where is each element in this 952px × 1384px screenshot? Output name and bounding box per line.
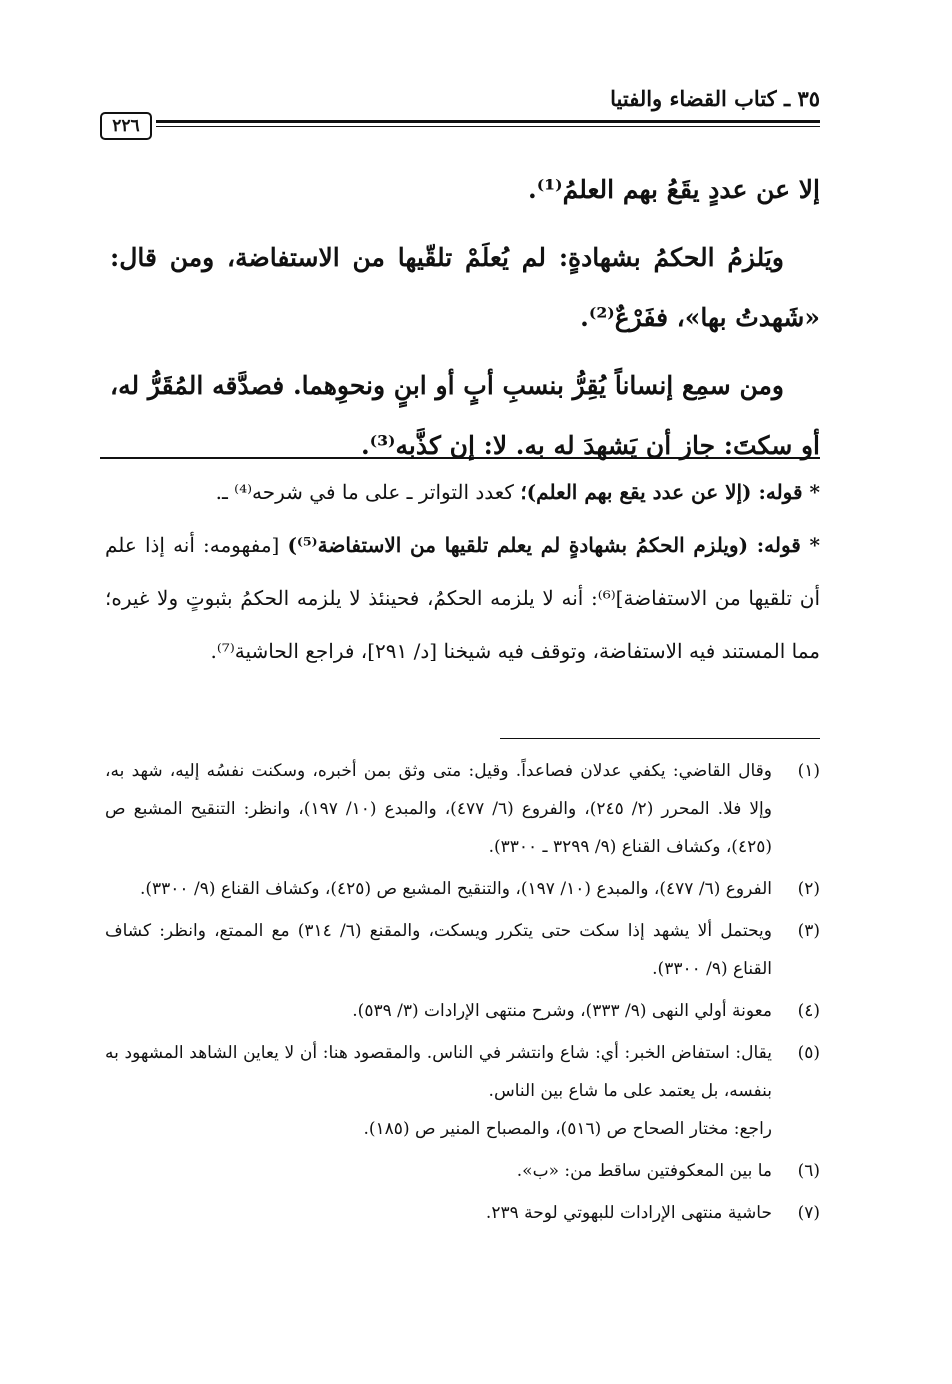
footnote — [105, 752, 820, 866]
footnote — [105, 1034, 820, 1148]
page-number: ٢٢٦ — [100, 112, 152, 140]
footnote — [105, 1152, 820, 1190]
commentary — [105, 466, 820, 678]
footnote-separator — [500, 738, 820, 739]
commentary-2-text: [مفهومه: أنه إذا علم أن تلقيها من الاستفاضة]⁽⁶⁾: أنه لا يلزمه الحكمُ، فحينئذ لا يلزمه الحكمُ بثبوتٍ ولا غيره؛ مما المستند فيه الاستفاضة، وتوقف فيه شيخنا [د/ ٢٩١]، فراجع الحاشية⁽⁷⁾. — [105, 533, 820, 663]
main-paragraph-3: ومن سمِع إنساناً يُقِرُّ بنسبِ أبٍ أو ابنٍ ونحوِهما. فصدَّقه المُقَرُّ له، أو سكتَ: جاز أن يَشهدَ له به. لا: إن كذَّبه⁽³⁾. — [110, 371, 820, 460]
footnote — [105, 870, 820, 908]
main-text — [110, 160, 820, 484]
main-paragraph-1: إلا عن عددٍ يقَعُ بهم العلمُ⁽¹⁾. — [528, 175, 820, 204]
chapter-title: ٣٥ ـ كتاب القضاء والفتيا — [610, 86, 820, 111]
footnote-text: ويحتمل ألا يشهد إذا سكت حتى يتكرر ويسكت، والمقنع (٦/ ٣١٤) مع الممتع، وانظر: كشاف القناع (٩/ ٣٣٠٠). — [105, 921, 772, 979]
footnote — [105, 992, 820, 1030]
main-paragraph-2: ويَلزمُ الحكمُ بشهادةٍ: لم يُعلَمْ تلقّيها من الاستفاضة، ومن قال: «شَهدتُ بها»، ففَرْعٌ⁽²⁾. — [110, 243, 820, 332]
footnote-number: (١) — [797, 761, 820, 781]
footnote — [105, 912, 820, 988]
commentary-1-text: كعدد التواتر ـ على ما في شرحه⁽⁴⁾ ـ. — [215, 480, 521, 504]
footnote-text: حاشية منتهى الإرادات للبهوتي لوحة ٢٣٩. — [485, 1203, 772, 1223]
footnotes — [105, 752, 820, 1236]
footnote-number: (٤) — [797, 1001, 820, 1021]
header-rule — [156, 120, 820, 127]
footnote-number: (٧) — [797, 1203, 820, 1223]
footnote-number: (٥) — [797, 1043, 820, 1063]
text-separator — [100, 457, 820, 459]
footnote-text: وقال القاضي: يكفي عدلان فصاعداً. وقيل: متى وثق بمن أخبره، وسكنت نفسُه إليه، شهد به، وإلا فلا. المحرر (٢/ ٢٤٥)، والفروع (٦/ ٤٧٧)، والمبدع (١٠/ ١٩٧)، وانظر: التنقيح المشبع ص (٤٢٥)، وكشاف القناع (٩/ ٣٢٩٩ ـ ٣٣٠٠). — [105, 761, 772, 857]
footnote-text: معونة أولي النهى (٩/ ٣٣٣)، وشرح منتهى الإرادات (٣/ ٥٣٩). — [352, 1001, 772, 1021]
commentary-1 — [105, 466, 820, 519]
footnote-text: راجع: مختار الصحاح ص (٥١٦)، والمصباح المنير ص (١٨٥). — [363, 1119, 772, 1139]
commentary-1-lead: * قوله: (إلا عن عدد يقع بهم العلم)؛ — [520, 480, 820, 504]
footnote-number: (٢) — [797, 879, 820, 899]
footnote-text: يقال: استفاض الخبر: أي: شاع وانتشر في الناس. والمقصود هنا: أن لا يعاين الشاهد المشهود به بنفسه، بل يعتمد على ما شاع بين الناس. — [105, 1043, 772, 1101]
commentary-2-lead: * قوله: (ويلزم الحكمُ بشهادةٍ لم يعلم تلقيها من الاستفاضة⁽⁵⁾) — [287, 533, 820, 557]
footnote-text: الفروع (٦/ ٤٧٧)، والمبدع (١٠/ ١٩٧)، والتنقيح المشبع ص (٤٢٥)، وكشاف القناع (٩/ ٣٣٠٠). — [139, 879, 772, 899]
footnote-number: (٦) — [797, 1161, 820, 1181]
footnote — [105, 1194, 820, 1232]
page-header — [100, 78, 820, 138]
commentary-2 — [105, 519, 820, 678]
footnote-number: (٣) — [797, 921, 820, 941]
footnote-text: ما بين المعكوفتين ساقط من: «ب». — [516, 1161, 772, 1181]
